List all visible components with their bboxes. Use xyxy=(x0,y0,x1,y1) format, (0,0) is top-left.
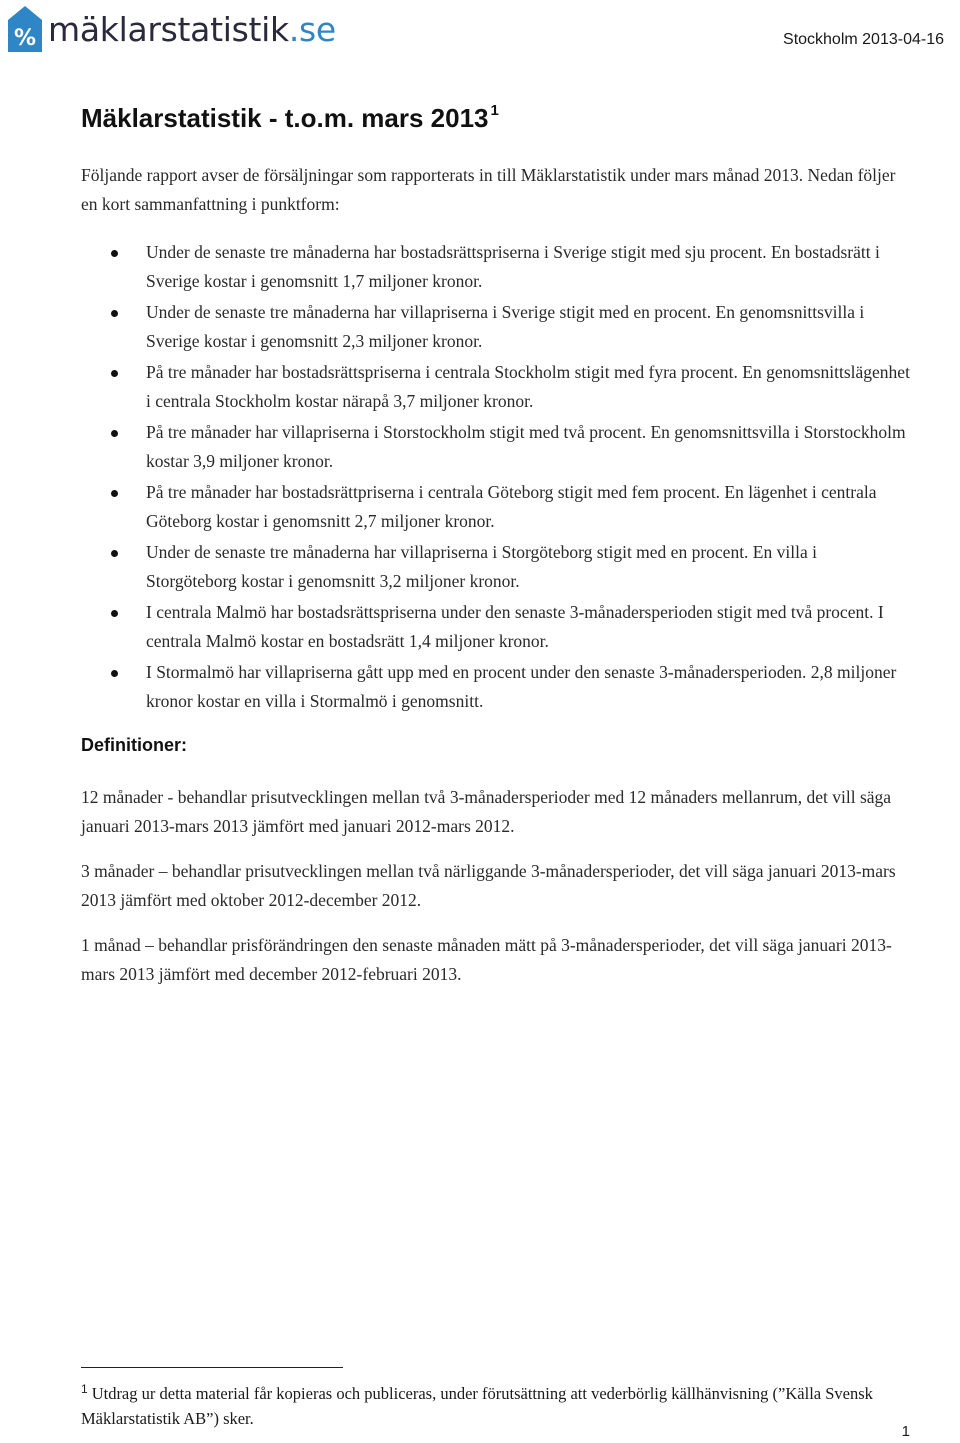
bullet-text: På tre månader har bostadsrättspriserna i centrala Stockholm stigit med fyra procent. En genomsnittslägenhet i centrala Stockholm kostar närapå 3,7 miljoner kronor. xyxy=(146,362,910,411)
bullet-item xyxy=(81,298,911,356)
bullet-dot-icon xyxy=(111,370,118,377)
bullet-item xyxy=(81,358,911,416)
footnote-text: Utdrag ur detta material får kopieras och publiceras, under förutsättning att vederbörlig källhänvisning (”Källa Svensk Mäklarstatistik AB”) sker. xyxy=(81,1384,873,1428)
bullet-text: I Stormalmö har villapriserna gått upp med en procent under den senaste 3-månadersperioden. 2,8 miljoner kronor kostar en villa i Stormalmö i genomsnitt. xyxy=(146,662,897,711)
definition-12-months: 12 månader - behandlar prisutvecklingen mellan två 3-månadersperioder med 12 månaders mellanrum, det vill säga januari 2013-mars 2013 jämfört med januari 2012-mars 2012. xyxy=(81,787,892,836)
bullet-item xyxy=(81,418,911,476)
house-percent-icon xyxy=(6,4,44,54)
document-date: Stockholm 2013-04-16 xyxy=(783,31,944,48)
bullet-text: På tre månader har villapriserna i Storstockholm stigit med två procent. En genomsnittsvilla i Storstockholm kostar 3,9 miljoner kronor. xyxy=(146,422,906,471)
bullet-text: På tre månader har bostadsrättpriserna i centrala Göteborg stigit med fem procent. En lägenhet i centrala Göteborg kostar i genomsnitt 2,7 miljoner kronor. xyxy=(146,482,877,531)
definition-3-months: 3 månader – behandlar prisutvecklingen mellan två närliggande 3-månadersperioder, det vill säga januari 2013-mars 2013 jämfört med oktober 2012-december 2012. xyxy=(81,861,896,910)
logo-symbol: % xyxy=(13,26,37,51)
document-title xyxy=(81,102,499,134)
bullet-item xyxy=(81,538,911,596)
bullet-item xyxy=(81,238,911,296)
summary-bullet-list xyxy=(81,238,911,718)
logo-tld: .se xyxy=(288,9,336,49)
maklarstatistik-logo xyxy=(6,4,336,54)
bullet-text: Under de senaste tre månaderna har villapriserna i Sverige stigit med en procent. En genomsnittsvilla i Sverige kostar i genomsnitt 2,3 miljoner kronor. xyxy=(146,302,865,351)
logo-wordmark xyxy=(48,9,336,49)
bullet-text: Under de senaste tre månaderna har villapriserna i Storgöteborg stigit med en procent. En villa i Storgöteborg kostar i genomsnitt 3,2 miljoner kronor. xyxy=(146,542,817,591)
bullet-item xyxy=(81,598,911,656)
bullet-dot-icon xyxy=(111,490,118,497)
bullet-item xyxy=(81,658,911,716)
bullet-dot-icon xyxy=(111,670,118,677)
definitions-heading: Definitioner: xyxy=(81,735,187,755)
title-text: Mäklarstatistik - t.o.m. mars 2013 xyxy=(81,103,489,133)
bullet-item xyxy=(81,478,911,536)
bullet-dot-icon xyxy=(111,250,118,257)
bullet-dot-icon xyxy=(111,550,118,557)
logo-name: mäklarstatistik xyxy=(48,9,289,49)
footnote-divider xyxy=(81,1367,343,1368)
footnote xyxy=(81,1377,911,1431)
page-number: 1 xyxy=(901,1423,910,1440)
page-header xyxy=(0,0,960,60)
title-footnote-marker: 1 xyxy=(490,102,499,119)
bullet-dot-icon xyxy=(111,430,118,437)
bullet-text: Under de senaste tre månaderna har bostadsrättspriserna i Sverige stigit med sju procent. En bostadsrätt i Sverige kostar i genomsnitt 1,7 miljoner kronor. xyxy=(146,242,880,291)
bullet-dot-icon xyxy=(111,610,118,617)
footnote-marker: 1 xyxy=(81,1382,88,1396)
intro-paragraph: Följande rapport avser de försäljningar som rapporterats in till Mäklarstatistik under mars månad 2013. Nedan följer en kort sammanfattning i punktform: xyxy=(81,165,896,214)
definition-1-month: 1 månad – behandlar prisförändringen den senaste månaden mätt på 3-månadersperioder, det vill säga januari 2013-mars 2013 jämfört med december 2012-februari 2013. xyxy=(81,935,892,984)
bullet-text: I centrala Malmö har bostadsrättspriserna under den senaste 3-månadersperioden stigit med två procent. I centrala Malmö kostar en bostadsrätt 1,4 miljoner kronor. xyxy=(146,602,884,651)
bullet-dot-icon xyxy=(111,310,118,317)
